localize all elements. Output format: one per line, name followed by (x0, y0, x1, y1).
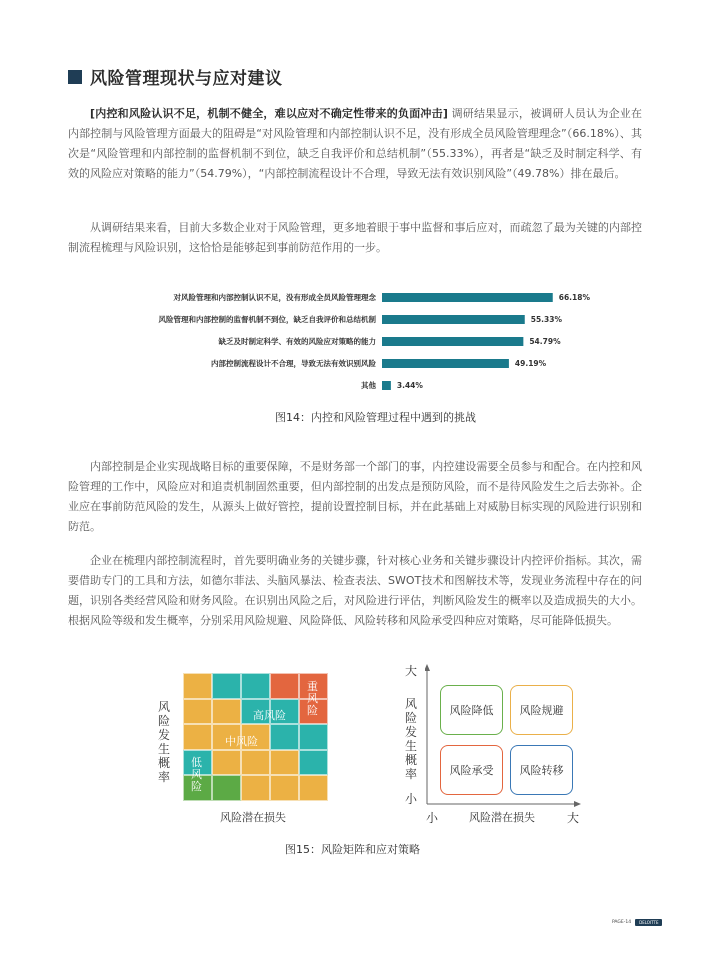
matrix-cell (270, 750, 299, 776)
quadrant-y-label: 风险发生概率 (404, 697, 417, 781)
bar-category-label: 内部控制流程设计不合理，导致无法有效识别风险 (211, 359, 376, 368)
matrix-y-label: 风险发生概率 (157, 700, 170, 784)
matrix-label-mid: 中风险 (225, 735, 258, 748)
risk-matrix (183, 673, 328, 801)
section-heading (68, 64, 283, 89)
matrix-cell (241, 750, 270, 776)
matrix-cell (183, 673, 212, 699)
matrix-cell (299, 775, 328, 801)
page-number: PAGE-14 (612, 920, 632, 925)
paragraph-2: 从调研结果来看，目前大多数企业对于风险管理，更多地着眼于事中监督和事后应对，而疏忽了最为关键的内部控制流程梳理与风险识别，这恰恰是能够起到事前防范作用的一步。 (68, 221, 642, 254)
bar (382, 293, 553, 302)
bar-category-label: 缺乏及时制定科学、有效的风险应对策略的能力 (218, 337, 376, 346)
quadrant-x-high: 大 (567, 811, 580, 825)
matrix-cell (270, 775, 299, 801)
bar-value-label: 54.79% (529, 337, 561, 346)
matrix-cell (299, 724, 328, 750)
bar-value-label: 55.33% (530, 315, 563, 324)
matrix-cell (299, 750, 328, 776)
bar-value-label: 3.44% (396, 381, 423, 390)
quadrant-avoid-box: 风险规避 (510, 685, 573, 735)
figure-15-caption: 图15：风险矩阵和应对策略 (285, 843, 420, 856)
paragraph-1-text: 调研结果显示，被调研人员认为企业在内部控制与风险管理方面最大的阻碍是“对风险管理和内部控制认识不足，没有形成全员风险管理理念”（66.18%）、其次是“风险管理和内部控制的监督机制不到位，缺乏自我评价和总结机制”（55.33%），再者是“缺乏及时制定科学、有效的风险应对策略的能力”（54.79%），“内部控制流程设计不合理，导致无法有效识别风险”（49.78%）排在最后。 (68, 107, 642, 180)
bar (382, 315, 525, 324)
quadrant-y-high: 大 (405, 664, 418, 678)
paragraph-1 (68, 104, 642, 184)
challenges-bar-chart (68, 285, 642, 400)
matrix-x-label: 风险潜在损失 (220, 811, 286, 824)
matrix-label-mid-high: 高风险 (253, 709, 286, 722)
quadrant-reduce-box: 风险降低 (440, 685, 503, 735)
bar-category-label: 风险管理和内部控制的监督机制不到位，缺乏自我评价和总结机制 (158, 315, 376, 324)
section-title: 风险管理现状与应对建议 (90, 69, 283, 89)
bar-value-label: 66.18% (558, 293, 590, 302)
matrix-cell (270, 673, 299, 699)
matrix-cell (212, 750, 241, 776)
bar-category-label: 其他 (361, 381, 376, 390)
matrix-cell (212, 699, 241, 725)
bar (382, 337, 523, 346)
quadrant-x-low: 小 (426, 811, 439, 825)
bar (382, 359, 509, 368)
matrix-cell (183, 699, 212, 725)
matrix-cell (212, 775, 241, 801)
bar (382, 381, 391, 390)
matrix-cell (241, 673, 270, 699)
matrix-cell (270, 724, 299, 750)
quadrant-transfer-box: 风险转移 (510, 745, 573, 795)
bar-value-label: 49.19% (514, 359, 547, 368)
footer-tag: DELOITTE (635, 919, 662, 926)
page-footer (612, 919, 662, 926)
quadrant-y-low: 小 (405, 792, 418, 806)
paragraph-1-bold: [内控和风险认识不足，机制不健全，难以应对不确定性带来的负面冲击] (90, 107, 448, 120)
matrix-cell (241, 775, 270, 801)
paragraph-3: 内部控制是企业实现战略目标的重要保障，不是财务部一个部门的事，内控建设需要全员参与和配合。在内控和风险管理的工作中，风险应对和追责机制固然重要，但内部控制的出发点是预防风险，而不是待风险发生之后去弥补。企业应在事前防范风险的发生，从源头上做好管控，提前设置控制目标，并在此基础上对威胁目标实现的风险进行识别和防范。 (68, 460, 642, 533)
matrix-cell (183, 724, 212, 750)
quadrant-accept-box: 风险承受 (440, 745, 503, 795)
quadrant-x-label: 风险潜在损失 (469, 811, 535, 824)
figure-14-caption: 图14：内控和风险管理过程中遇到的挑战 (275, 411, 476, 424)
matrix-cell (212, 673, 241, 699)
matrix-label-high: 重风险 (307, 680, 318, 717)
bar-category-label: 对风险管理和内部控制认识不足，没有形成全员风险管理理念 (173, 293, 376, 302)
matrix-label-low: 低风险 (191, 756, 202, 793)
paragraph-4: 企业在梳理内部控制流程时，首先要明确业务的关键步骤，针对核心业务和关键步骤设计内控评价指标。其次，需要借助专门的工具和方法，如德尔菲法、头脑风暴法、检查表法、SWOT技术和图解技术等，发现业务流程中存在的问题，识别各类经营风险和财务风险。在识别出风险之后，对风险进行评估，判断风险发生的概率以及造成损失的大小。根据风险等级和发生概率，分别采用风险规避、风险降低、风险转移和风险承受四种应对策略，尽可能降低损失。 (68, 554, 642, 627)
heading-square-icon (68, 70, 82, 84)
